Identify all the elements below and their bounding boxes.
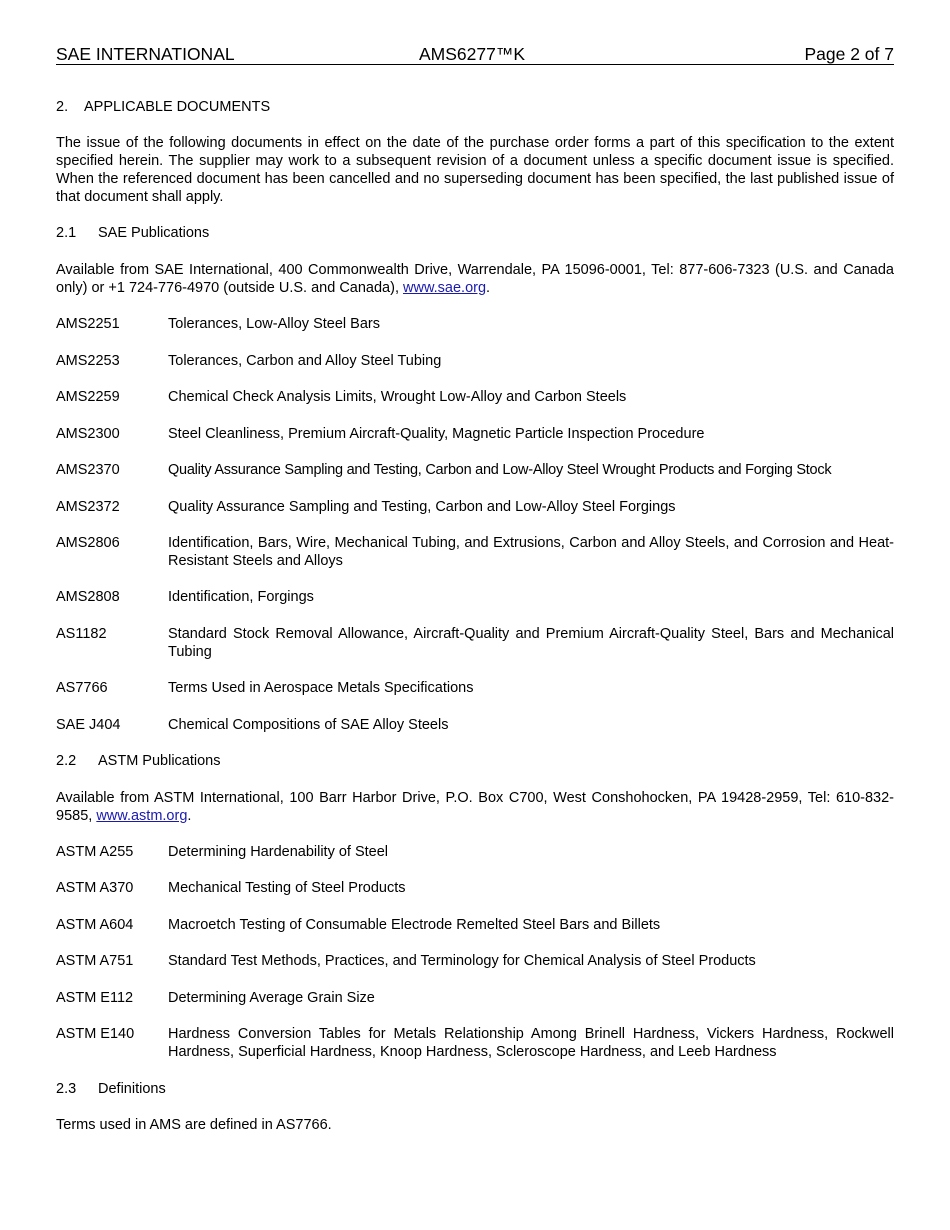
section-title: SAE Publications xyxy=(98,225,210,241)
reference-title: Identification, Bars, Wire, Mechanical Tubing, and Extrusions, Carbon and Alloy Steels, and Corrosion and Heat-Resistant Steels and Alloys xyxy=(168,535,894,569)
reference-title: Determining Average Grain Size xyxy=(168,990,375,1006)
reference-item xyxy=(56,843,894,861)
reference-code: AMS2372 xyxy=(56,499,120,515)
reference-title: Quality Assurance Sampling and Testing, Carbon and Low-Alloy Steel Wrought Products and Forging Stock xyxy=(168,462,832,478)
astm-availability-body: Available from ASTM International, 100 Barr Harbor Drive, P.O. Box C700, West Conshohocken, PA 19428-2959, Tel: 610-832-9585, xyxy=(56,790,894,824)
sae-availability-body: Available from SAE International, 400 Commonwealth Drive, Warrendale, PA 15096-0001, Tel: 877-606-7323 (U.S. and Canada only) or +1 724-776-4970 (outside U.S. and Canada), xyxy=(56,262,894,296)
reference-item xyxy=(56,498,894,516)
definitions-text: Terms used in AMS are defined in AS7766. xyxy=(56,1117,332,1133)
reference-code: AMS2806 xyxy=(56,535,120,551)
reference-code: AS7766 xyxy=(56,680,108,696)
section-title: ASTM Publications xyxy=(98,753,221,769)
reference-title: Quality Assurance Sampling and Testing, Carbon and Low-Alloy Steel Forgings xyxy=(168,499,676,515)
reference-code: AS1182 xyxy=(56,626,107,642)
reference-code: ASTM E140 xyxy=(56,1026,135,1042)
header-page-number: Page 2 of 7 xyxy=(804,44,894,64)
reference-item xyxy=(56,952,894,970)
reference-code: ASTM A751 xyxy=(56,953,134,969)
reference-item xyxy=(56,352,894,370)
reference-item xyxy=(56,916,894,934)
reference-code: ASTM A370 xyxy=(56,880,134,896)
reference-title: Macroetch Testing of Consumable Electrode Remelted Steel Bars and Billets xyxy=(168,917,661,933)
reference-title: Mechanical Testing of Steel Products xyxy=(168,880,406,896)
reference-title: Standard Stock Removal Allowance, Aircraft-Quality and Premium Aircraft-Quality Steel, Bars and Mechanical Tubing xyxy=(168,626,894,660)
astm-website-link[interactable]: www.astm.org xyxy=(96,808,188,824)
section-number: 2.3 xyxy=(56,1081,77,1097)
reference-title: Chemical Compositions of SAE Alloy Steels xyxy=(168,717,449,733)
reference-item xyxy=(56,989,894,1007)
section-heading-astm-publications xyxy=(56,752,221,770)
reference-item xyxy=(56,879,894,897)
header-document-number: AMS6277™K xyxy=(419,44,526,64)
reference-item xyxy=(56,625,894,661)
reference-code: AMS2808 xyxy=(56,589,120,605)
reference-title: Tolerances, Low-Alloy Steel Bars xyxy=(168,316,380,332)
page-header xyxy=(56,44,894,65)
sae-availability-text xyxy=(56,261,894,297)
reference-code: ASTM E112 xyxy=(56,990,134,1006)
reference-code: AMS2251 xyxy=(56,316,120,332)
reference-title: Tolerances, Carbon and Alloy Steel Tubing xyxy=(168,353,442,369)
reference-code: AMS2253 xyxy=(56,353,120,369)
reference-code: AMS2300 xyxy=(56,426,120,442)
reference-item xyxy=(56,679,894,697)
reference-item xyxy=(56,1025,894,1061)
section-heading-definitions xyxy=(56,1080,166,1098)
sae-website-link[interactable]: www.sae.org xyxy=(403,280,487,296)
reference-item xyxy=(56,315,894,333)
reference-title: Identification, Forgings xyxy=(168,589,314,605)
reference-code: AMS2370 xyxy=(56,462,120,478)
reference-item xyxy=(56,534,894,570)
reference-item xyxy=(56,461,894,479)
reference-item xyxy=(56,588,894,606)
header-organization: SAE INTERNATIONAL xyxy=(56,44,235,64)
reference-title: Determining Hardenability of Steel xyxy=(168,844,389,860)
applicable-documents-intro: The issue of the following documents in effect on the date of the purchase order forms a part of this specification to the extent specified herein. The supplier may work to a subsequent revision of a document unless a specific document issue is specified. When the referenced document has been cancelled and no superseding document has been specified, the last published issue of that document shall apply. xyxy=(56,135,894,205)
section-number: 2.1 xyxy=(56,225,77,241)
section-heading-applicable-documents xyxy=(56,98,270,116)
sae-link-suffix: . xyxy=(486,280,491,296)
astm-availability-text xyxy=(56,789,894,825)
reference-title: Steel Cleanliness, Premium Aircraft-Quality, Magnetic Particle Inspection Procedure xyxy=(168,426,705,442)
reference-code: ASTM A255 xyxy=(56,844,134,860)
reference-item xyxy=(56,716,894,734)
reference-item xyxy=(56,388,894,406)
reference-code: AMS2259 xyxy=(56,389,120,405)
reference-title: Hardness Conversion Tables for Metals Relationship Among Brinell Hardness, Vickers Hardness, Rockwell Hardness, Superficial Hardness, Knoop Hardness, Scleroscope Hardness, and Leeb Hardness xyxy=(168,1026,894,1060)
reference-title: Chemical Check Analysis Limits, Wrought Low-Alloy and Carbon Steels xyxy=(168,389,627,405)
astm-link-suffix: . xyxy=(187,808,192,824)
section-number: 2. xyxy=(56,99,69,115)
section-title: APPLICABLE DOCUMENTS xyxy=(84,99,271,115)
reference-code: ASTM A604 xyxy=(56,917,134,933)
section-number: 2.2 xyxy=(56,753,77,769)
reference-code: SAE J404 xyxy=(56,717,121,733)
section-heading-sae-publications xyxy=(56,224,209,242)
reference-title: Standard Test Methods, Practices, and Terminology for Chemical Analysis of Steel Products xyxy=(168,953,756,969)
section-title: Definitions xyxy=(98,1081,166,1097)
reference-item xyxy=(56,425,894,443)
reference-title: Terms Used in Aerospace Metals Specifications xyxy=(168,680,474,696)
